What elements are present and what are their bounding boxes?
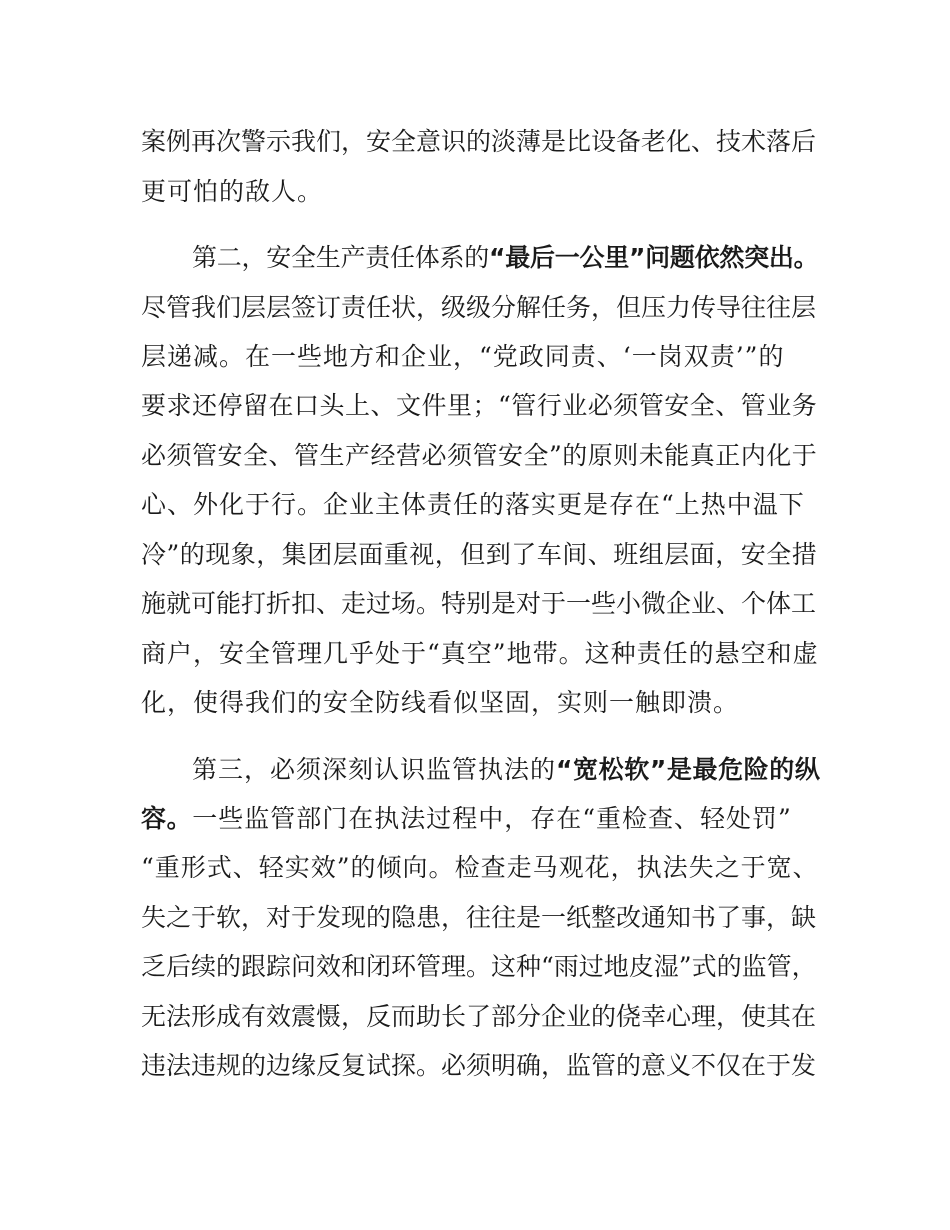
heading-key-point: “最后一公里”问题依然突出。 (489, 243, 819, 272)
text-line: 层递减。在一些地方和企业，“党政同责、‘一岗双责’”的 (141, 342, 785, 371)
heading-key-point-end: 容。 (141, 804, 193, 833)
text-line: 更可怕的敌人。 (141, 177, 324, 206)
heading-lead-text: 第二，安全生产责任体系的 (192, 243, 490, 272)
text-line: 失之于软，对于发现的隐患，往往是一纸整改通知书了事，缺 (141, 903, 817, 932)
text-line: 商户，安全管理几乎处于“真空”地带。这种责任的悬空和虚 (141, 639, 819, 668)
heading-lead-text: 第三，必须深刻认识监管执法的 (192, 755, 557, 784)
paragraph-heading-third (192, 755, 820, 785)
text-line: 必须管安全、管生产经营必须管安全”的原则未能真正内化于 (141, 441, 818, 470)
line-continuation: 一些监管部门在执法过程中，存在“重检查、轻处罚” (192, 804, 792, 833)
text-line: 尽管我们层层签订责任状，级级分解任务，但压力传导往往层 (141, 293, 817, 322)
heading-key-point: “宽松软”是最危险的纵 (556, 755, 821, 784)
paragraph-heading-second (192, 243, 818, 273)
text-line: “重形式、轻实效”的倾向。检查走马观花，执法失之于宽、 (141, 853, 819, 882)
text-line: 要求还停留在口头上、文件里；“管行业必须管安全、管业务 (141, 391, 818, 420)
text-line: 施就可能打折扣、走过场。特别是对于一些小微企业、个体工 (141, 589, 817, 618)
text-line: 无法形成有效震慑，反而助长了部分企业的侥幸心理，使其在 (141, 1002, 817, 1031)
text-line: 冷”的现象，集团层面重视，但到了车间、班组层面，安全措 (141, 540, 818, 569)
text-line (141, 804, 792, 834)
text-line: 化，使得我们的安全防线看似坚固，实则一触即溃。 (141, 688, 740, 717)
text-line: 心、外化于行。企业主体责任的落实更是存在“上热中温下 (141, 490, 805, 519)
text-line: 案例再次警示我们，安全意识的淡薄是比设备老化、技术落后 (141, 127, 817, 156)
text-line: 乏后续的跟踪问效和闭环管理。这种“雨过地皮湿”式的监管， (141, 952, 817, 981)
text-line: 违法违规的边缘反复试探。必须明确，监管的意义不仅在于发 (141, 1051, 817, 1080)
